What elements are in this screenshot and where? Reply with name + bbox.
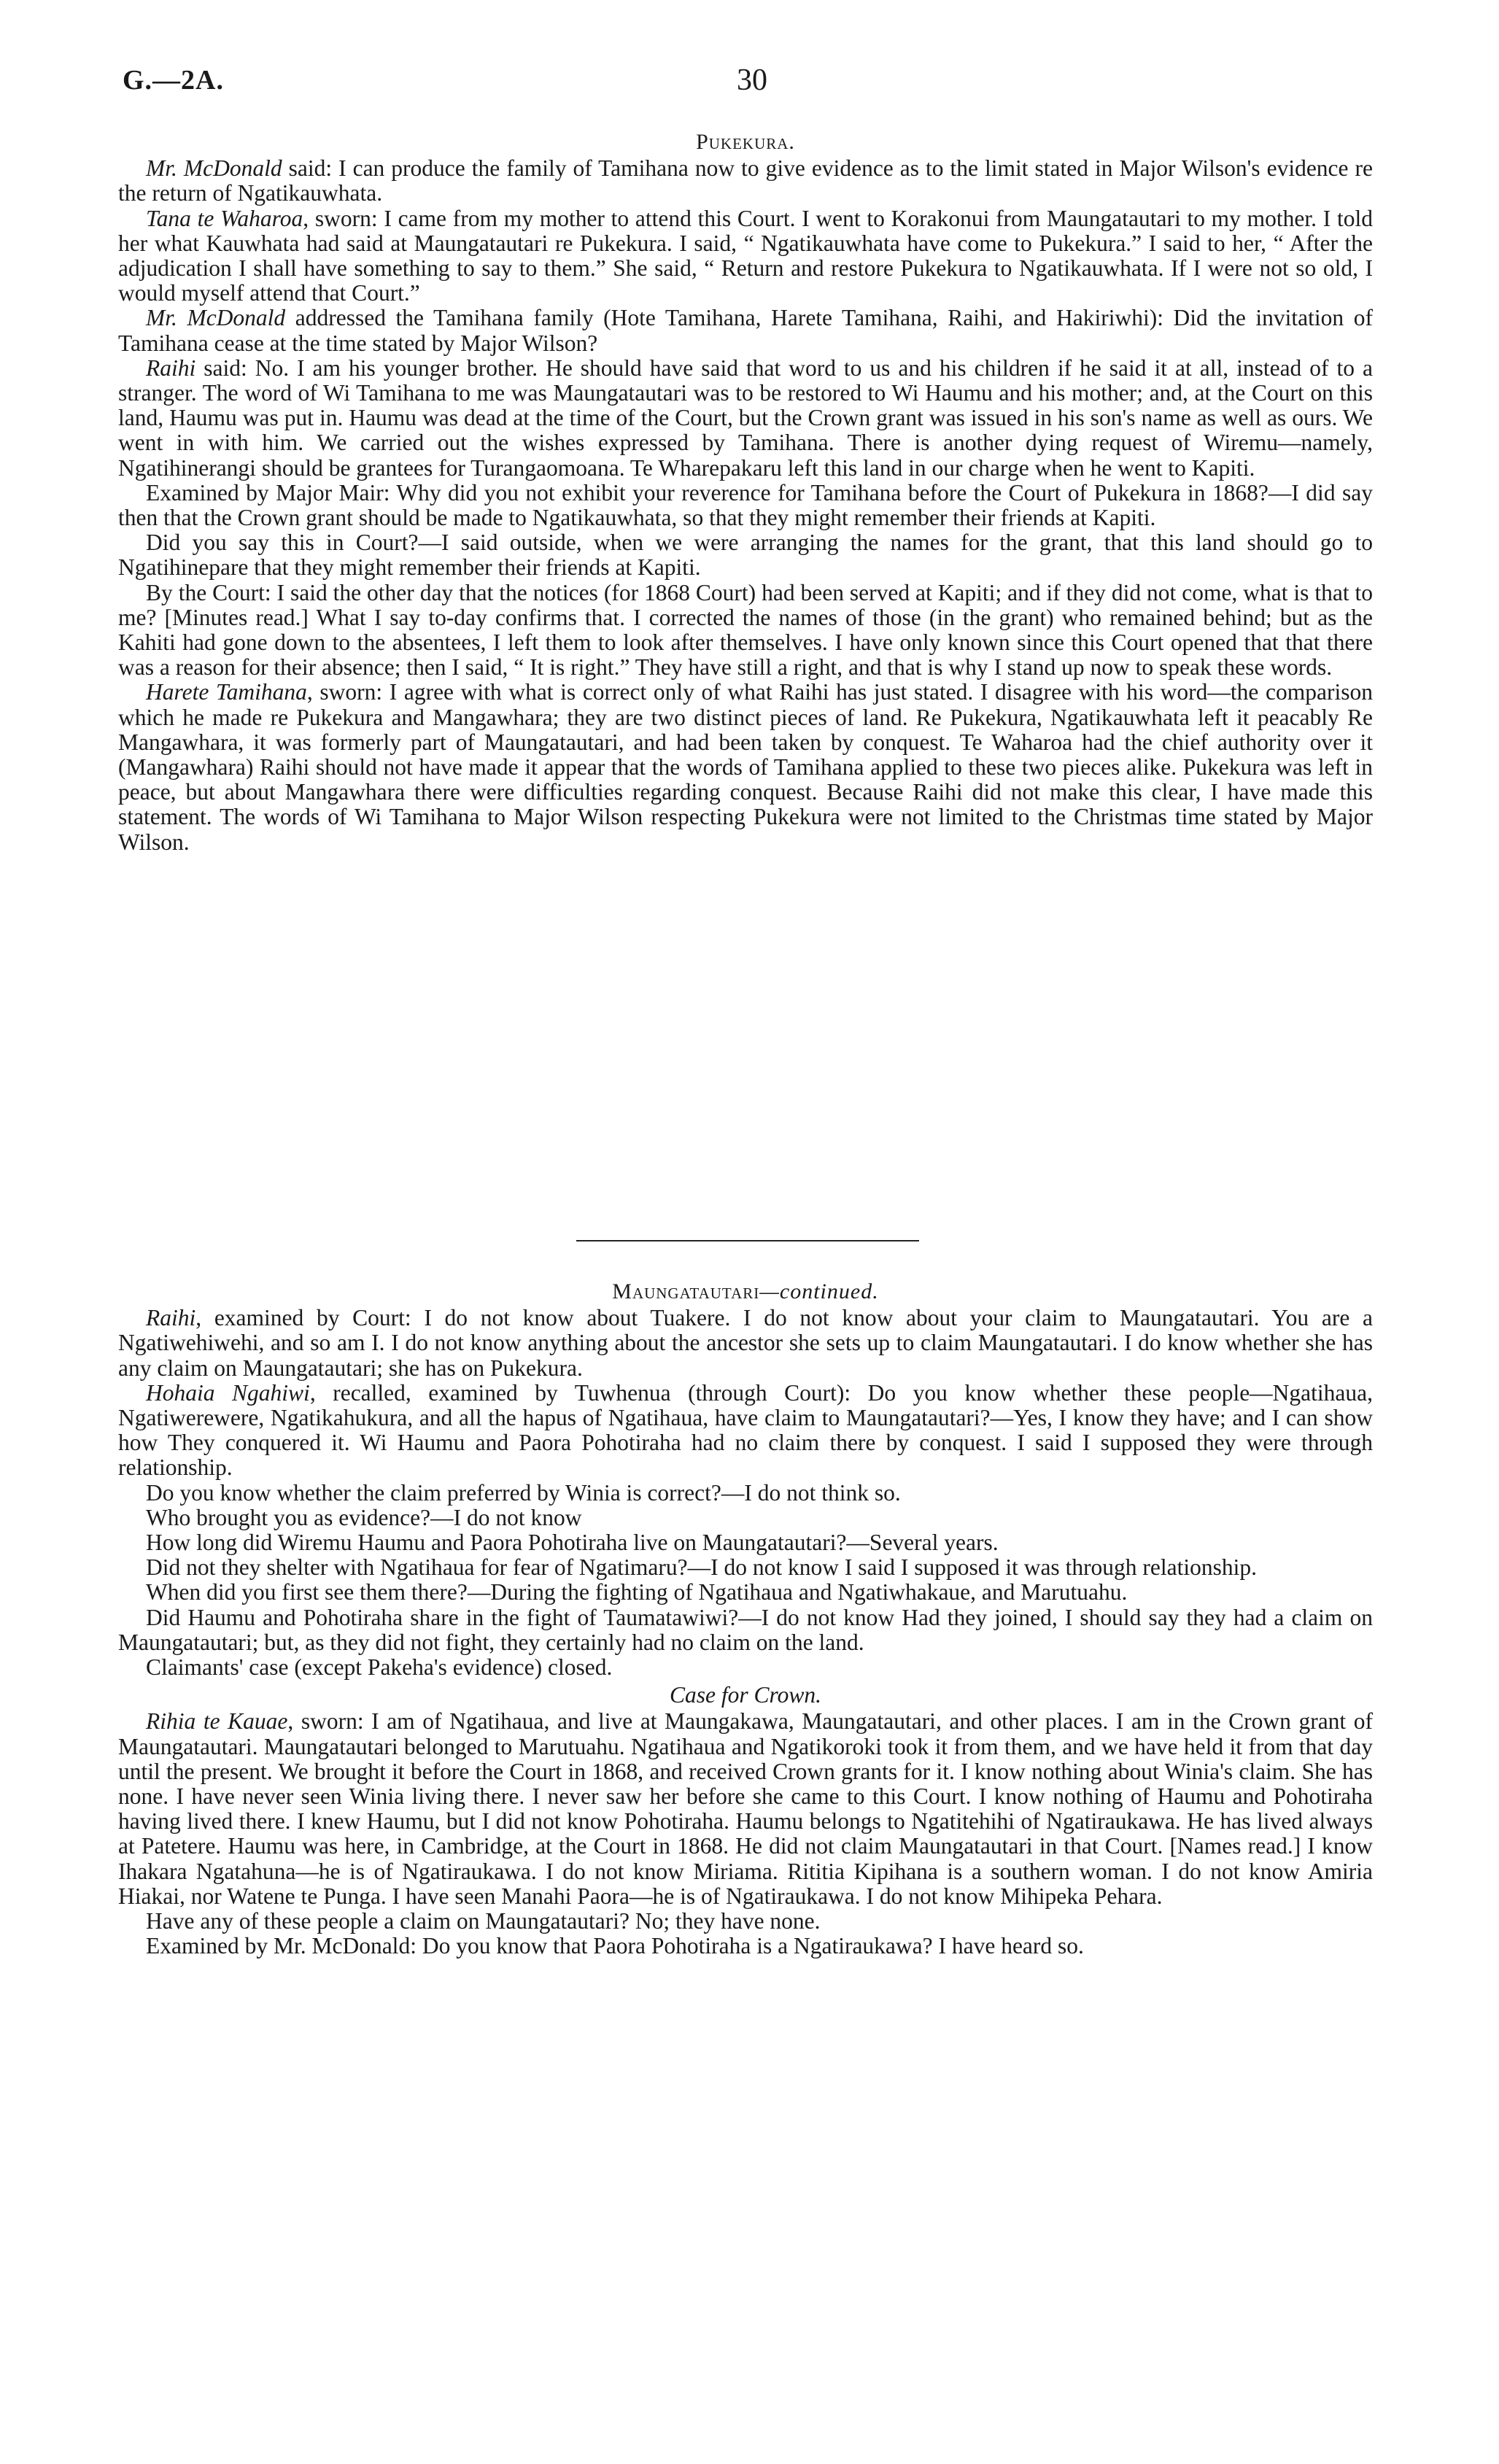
section-maungatautari bbox=[118, 1279, 1373, 1959]
paragraph-text: , examined by Court: I do not know about Tuakere. I do not know about your claim to Maungatautari. You are a Ngatiwehiwehi, and so am I. I do not know anything about the ancestor she sets up to claim Maungatautari. I do know whether she has any claim on Maungatautari; she has on Pukekura. bbox=[118, 1305, 1373, 1381]
paragraph bbox=[118, 1934, 1373, 1959]
paragraph-text: , sworn: I came from my mother to attend this Court. I went to Korakonui from Maungatautari to my mother. I told her what Kauwhata had said at Maungatautari re Pukekura. I said, “ Ngatikauwhata have come to Pukekura.” I said to her, “ After the adjudication I shall have something to say to them.” She said, “ Return and restore Pukekura to Ngatikauwhata. If I were not so old, I would myself attend that Court.” bbox=[118, 205, 1373, 306]
paragraph-text: Have any of these people a claim on Maungatautari? No; they have none. bbox=[146, 1908, 821, 1934]
paragraph bbox=[118, 1530, 1373, 1555]
paragraph bbox=[118, 1709, 1373, 1909]
paragraph-text: Did Haumu and Pohotiraha share in the fight of Taumatawiwi?—I do not know Had they joined, I should say they had a claim on Maungatautari; but, as they did not fight, they certainly had no claim on the land. bbox=[118, 1604, 1373, 1655]
section-heading bbox=[118, 1279, 1373, 1304]
paragraph-text: Claimants' case (except Pakeha's evidence) closed. bbox=[146, 1654, 613, 1681]
speaker-name: Harete Tamihana bbox=[146, 679, 307, 705]
paragraph bbox=[118, 306, 1373, 355]
paragraph bbox=[118, 1381, 1373, 1481]
speaker-name: Rihia te Kauae bbox=[146, 1708, 288, 1735]
paragraph bbox=[118, 206, 1373, 306]
paragraph bbox=[118, 156, 1373, 206]
paragraph-text: , sworn: I agree with what is correct only of what Raihi has just stated. I disagree with his word—the comparison which he made re Pukekura and Mangawhara; they are two distinct pieces of land. Re Pukekura, Ngatikauwhata left it peacably Re Mangawhara, it was formerly part of Maungatautari, and had been taken by conquest. Te Waharoa had the chief authority over it (Mangawhara) Raihi should not have made it appear that the words of Tamihana applied to these two pieces alike. Pukekura was left in peace, but about Mangawhara there were difficulties regarding conquest. Because Raihi did not make this clear, I have made this statement. The words of Wi Tamihana to Major Wilson respecting Pukekura were not limited to the Christmas time stated by Major Wilson. bbox=[118, 679, 1373, 855]
speaker-name: Raihi bbox=[146, 355, 196, 381]
paragraph bbox=[118, 481, 1373, 530]
paragraph-text: How long did Wiremu Haumu and Paora Pohotiraha live on Maungatautari?—Several years. bbox=[146, 1530, 999, 1556]
paragraph bbox=[118, 1580, 1373, 1605]
section-heading: Pukekura. bbox=[696, 130, 795, 154]
paragraph-text: , recalled, examined by Tuwhenua (through Court): Do you know whether these people—Ngatihaua, Ngatiwerewere, Ngatikahukura, and all the hapus of Ngatihaua, have claim to Maungatautari?—Yes, I know they have; and I can show how They conquered it. Wi Haumu and Paora Pohotiraha had no claim there by conquest. I said I supposed they were through relationship. bbox=[118, 1379, 1373, 1481]
section-pukekura bbox=[118, 130, 1373, 855]
paragraph-text: Who brought you as evidence?—I do not know bbox=[146, 1504, 582, 1530]
paragraph bbox=[118, 1555, 1373, 1580]
paragraph-text: said: I can produce the family of Tamihana now to give evidence as to the limit stated in Major Wilson's evidence re the return of Ngatikauwhata. bbox=[118, 155, 1373, 206]
page-number: 30 bbox=[737, 63, 767, 97]
paragraph-text: Examined by Major Mair: Why did you not exhibit your reverence for Tamihana before the Court of Pukekura in 1868?—I did say then that the Crown grant should be made to Ngatikauwhata, so that they might remember their friends at Kapiti. bbox=[118, 479, 1373, 531]
paragraph bbox=[118, 1481, 1373, 1506]
paragraph bbox=[118, 530, 1373, 580]
paragraph bbox=[118, 1909, 1373, 1934]
paragraph-text: Examined by Mr. McDonald: Do you know that Paora Pohotiraha is a Ngatiraukawa? I have heard so. bbox=[146, 1933, 1084, 1959]
speaker-name: Hohaia Ngahiwi bbox=[146, 1379, 310, 1406]
paragraph bbox=[118, 356, 1373, 481]
paragraph bbox=[118, 1605, 1373, 1655]
subsection-heading: Case for Crown. bbox=[670, 1682, 821, 1708]
paragraph bbox=[118, 680, 1373, 854]
section-divider bbox=[576, 1240, 919, 1241]
speaker-name: Mr. McDonald bbox=[146, 305, 286, 331]
paragraph-text: Did you say this in Court?—I said outside, when we were arranging the names for the grant, that this land should go to Ngatihinepare that they might remember their friends at Kapiti. bbox=[118, 530, 1373, 581]
paragraph-text: , sworn: I am of Ngatihaua, and live at Maungakawa, Maungatautari, and other places. I am in the Crown grant of Maungatautari. Maungatautari belonged to Marutuahu. Ngatihaua and Ngatikoroki took it from them, and we have held it from that day until the present. We brought it before the Court in 1868, and received Crown grants for it. I know nothing about Winia's claim. She has none. I have never seen Winia living there. I never saw her before she came to this Court. I know nothing of Haumu and Pohotiraha having lived there. I knew Haumu, but I did not know Pohotiraha. Haumu belongs to Ngatitehihi of Ngatiraukawa. He has lived always at Patetere. Haumu was here, in Cambridge, at the Court in 1868. He did not claim Maungatautari in that Court. [Names read.] I know Ihakara Ngatahuna—he is of Ngatiraukawa. I do not know Miriama. Rititia Kipihana is a southern woman. I do not know Amiria Hiakai, nor Watene te Punga. I have seen Manahi Paora—he is of Ngatiraukawa. I do not know Mihipeka Pehara. bbox=[118, 1708, 1373, 1909]
paragraph-text: said: No. I am his younger brother. He should have said that word to us and his children if he said it at all, instead of to a stranger. The word of Wi Tamihana to me was Maungatautari was to be restored to Wi Haumu and his mother; and, at the Court on this land, Haumu was put in. Haumu was dead at the time of the Court, but the Crown grant was issued in his son's name as well as ours. We went in with him. We carried out the wishes expressed by Tamihana. There is another dying request of Wiremu—namely, Ngatihinerangi should be grantees for Turangaomoana. Te Wharepakaru left this land in our charge when he went to Kapiti. bbox=[118, 355, 1373, 481]
paragraph-text: Did not they shelter with Ngatihaua for fear of Ngatimaru?—I do not know I said I supposed it was through relationship. bbox=[146, 1554, 1258, 1581]
speaker-name: Tana te Waharoa bbox=[146, 205, 303, 231]
paragraph bbox=[118, 1506, 1373, 1530]
speaker-name: Raihi bbox=[146, 1305, 196, 1331]
paragraph-text: By the Court: I said the other day that the notices (for 1868 Court) had been served at Kapiti; and if they did not come, what is that to me? [Minutes read.] What I say to-day confirms that. I corrected the names of those (in the grant) who remained behind; but as the Kahiti had gone down to the absentees, I left them to look after themselves. I have only known since this Court opened that that there was a reason for their absence; then I said, “ It is right.” They have still a right, and that is why I stand up now to speak these words. bbox=[118, 579, 1373, 681]
speaker-name: Mr. McDonald bbox=[146, 155, 282, 182]
paragraph bbox=[118, 1306, 1373, 1381]
section-heading-title: Maungatautari bbox=[612, 1279, 760, 1303]
paragraph-text: When did you first see them there?—During the fighting of Ngatihaua and Ngatiwhakaue, and Marutuahu. bbox=[146, 1579, 1128, 1605]
section-heading-continued: —continued. bbox=[759, 1279, 879, 1303]
paragraph bbox=[118, 581, 1373, 681]
paragraph bbox=[118, 1655, 1373, 1680]
paragraph-text: addressed the Tamihana family (Hote Tamihana, Harete Tamihana, Raihi, and Hakiriwhi): Did the invitation of Tamihana cease at the time stated by Major Wilson? bbox=[118, 305, 1373, 356]
paragraph-text: Do you know whether the claim preferred by Winia is correct?—I do not think so. bbox=[146, 1479, 901, 1506]
document-reference: G.—2A. bbox=[123, 65, 224, 96]
